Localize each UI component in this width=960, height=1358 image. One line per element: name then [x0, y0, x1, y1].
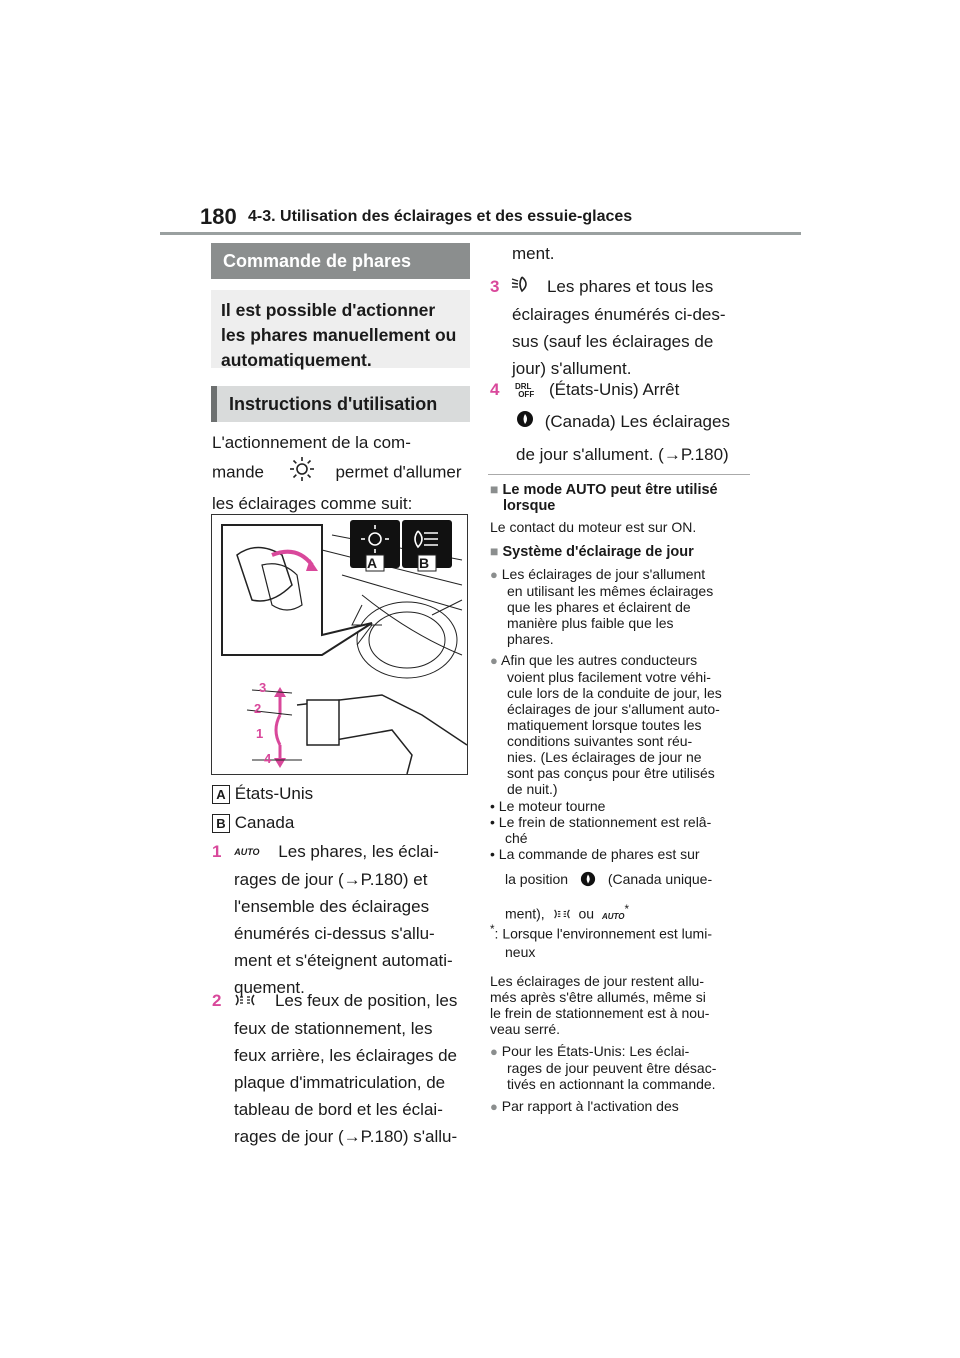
drl-text: DRL	[514, 381, 532, 391]
figure-label-a: A	[366, 555, 378, 571]
text-line: les éclairages comme suit:	[212, 494, 413, 513]
note-bullet-2	[490, 652, 758, 797]
arrow-icon: →	[343, 1127, 361, 1147]
text-line: més après s'être allumés, même si	[490, 989, 706, 1005]
text-frag: de jour s'allument. (	[516, 445, 664, 465]
item-number: 1	[212, 842, 222, 861]
text-frag: Pour les États-Unis: Les éclai-	[501, 1043, 690, 1059]
text-frag: ou	[578, 905, 595, 922]
text-line: manière plus faible que les	[507, 615, 674, 631]
position-2-label: 2	[254, 701, 262, 716]
text-line: matiquement lorsque toutes les	[507, 717, 702, 733]
text-line: de nuit.)	[507, 781, 558, 797]
note-paragraph	[490, 973, 758, 1037]
page-ref-link[interactable]: P.180) et	[360, 870, 428, 890]
page-ref-link[interactable]: P.180)	[680, 445, 729, 465]
text-frag: Système d'éclairage de jour	[502, 544, 694, 560]
chapter-title: 4-3. Utilisation des éclairages et des essuie-glaces	[248, 208, 633, 225]
text-frag: la position	[505, 871, 569, 888]
note-bullet-4	[490, 1098, 758, 1115]
bullet-icon: ●	[490, 567, 498, 582]
text-line: sus (sauf les éclairages de	[512, 332, 714, 352]
headlight-switch-figure	[211, 514, 468, 775]
text-line: ché	[505, 830, 528, 846]
position-1-label: 1	[256, 726, 264, 741]
headlight-switch-icon	[289, 456, 315, 490]
square-bullet-icon: ■	[490, 543, 499, 559]
footnote	[490, 922, 758, 960]
bullet-icon: •	[490, 814, 495, 830]
parking-light-icon	[553, 907, 571, 923]
text-line: que les phares et éclairent de	[507, 599, 691, 615]
legend-b	[212, 809, 294, 836]
text-line: en utilisant les mêmes éclairages	[507, 583, 714, 599]
note-bullet-1	[490, 566, 758, 647]
arrow-icon: →	[663, 445, 681, 465]
text-frag: Afin que les autres conducteurs	[500, 652, 698, 668]
text-frag: rages de jour (	[234, 1127, 344, 1147]
legend-text: Canada	[234, 813, 295, 832]
text-frag: (Canada) Les éclairages	[544, 412, 730, 431]
footnote-mark: *	[624, 903, 630, 916]
text-frag: permet d'allumer	[335, 462, 462, 482]
page-number: 180	[200, 204, 237, 229]
figure-drawing	[212, 515, 467, 774]
text-frag: (Canada unique-	[607, 871, 713, 888]
text-frag: (États-Unis) Arrêt	[548, 380, 680, 399]
text-line: énumérés ci-dessus s'allu-	[234, 924, 435, 944]
position-4-label: 4	[264, 751, 272, 766]
text-line: tableau de bord et les éclai-	[234, 1100, 443, 1120]
instructions-text	[212, 429, 474, 517]
label-b-box: B	[212, 814, 230, 833]
text-frag: lorsque	[503, 498, 556, 514]
text-line: sont pas conçus pour être utilisés	[507, 765, 715, 781]
auto-icon: AUTO	[234, 847, 260, 858]
text-line: éclairages énumérés ci-des-	[512, 305, 726, 325]
text-line: Les éclairages de jour restent allu-	[490, 973, 705, 989]
text-frag: Le moteur tourne	[498, 798, 606, 814]
text-line: cule lors de la conduite de jour, les	[507, 685, 722, 701]
auto-icon: AUTO	[601, 911, 625, 921]
text-frag: : Lorsque l'environnement est lumi-	[494, 925, 712, 942]
text-line: l'ensemble des éclairages	[234, 897, 430, 917]
item-4	[490, 376, 752, 468]
text-line: neux	[505, 943, 536, 960]
parking-light-icon	[234, 988, 256, 1015]
bullet-icon: ●	[490, 1099, 498, 1114]
footnote-mark: *	[490, 923, 495, 936]
text-frag: ment),	[505, 905, 545, 922]
item-number: 2	[212, 991, 222, 1010]
intro-box: Il est possible d'actionner les phares manuellement ou automatiquement.	[211, 290, 470, 368]
section-title-instructions	[211, 386, 470, 422]
notes-divider	[488, 474, 750, 475]
text-line: L'actionnement de la com-	[212, 433, 411, 452]
text-line: ment et s'éteignent automati-	[234, 951, 453, 971]
note-auto-mode-title	[490, 481, 755, 514]
page-ref-link[interactable]: P.180) s'allu-	[360, 1127, 458, 1147]
bullet-icon: ●	[490, 1044, 498, 1059]
label-a-box: A	[212, 785, 230, 804]
text-line: plaque d'immatriculation, de	[234, 1073, 446, 1093]
item-2	[212, 987, 474, 1150]
text-frag: Les phares et tous les	[546, 277, 714, 296]
drl-off-icon	[512, 383, 534, 399]
note-drl-title	[490, 543, 755, 560]
text-frag: Le frein de stationnement est relâ-	[498, 814, 712, 830]
off-text: OFF	[518, 389, 535, 399]
text-line: le frein de stationnement est à nou-	[490, 1005, 710, 1021]
text-line: veau serré.	[490, 1021, 561, 1037]
text-line: ment.	[512, 244, 555, 263]
square-bullet-icon: ■	[490, 481, 499, 497]
figure-label-b: B	[418, 555, 430, 571]
text-frag: Les phares, les éclai-	[278, 842, 439, 861]
drl-on-icon	[516, 409, 534, 436]
text-frag: Par rapport à l'activation des	[501, 1098, 679, 1114]
text-line: nies. (Les éclairages de jour ne	[507, 749, 702, 765]
text-frag: Les éclairages de jour s'allument	[501, 566, 706, 582]
section-title-commande	[211, 243, 470, 279]
text-line: tivés en actionnant la commande.	[507, 1076, 716, 1092]
text-frag: mande	[212, 462, 264, 482]
item-number: 4	[490, 380, 500, 399]
section-title-text: Commande de phares	[223, 250, 412, 271]
text-line: rages de jour peuvent être désac-	[507, 1060, 717, 1076]
note-text: Le contact du moteur est sur ON.	[490, 519, 697, 535]
legend-text: États-Unis	[234, 784, 314, 803]
text-line: conditions suivantes sont réu-	[507, 733, 693, 749]
item-number: 3	[490, 277, 500, 296]
text-line: feux arrière, les éclairages de	[234, 1046, 458, 1066]
section-title-text: Instructions d'utilisation	[229, 393, 438, 414]
text-line: feux de stationnement, les	[234, 1019, 433, 1039]
text-line: quement.	[234, 978, 305, 998]
bullet-icon: ●	[490, 653, 498, 668]
text-line: voient plus facilement votre véhi-	[507, 669, 711, 685]
text-frag: Les feux de position, les	[274, 991, 458, 1010]
drl-on-icon	[580, 871, 596, 890]
legend-a	[212, 780, 313, 807]
condition-list	[490, 798, 758, 925]
position-3-label: 3	[259, 680, 267, 695]
bullet-icon: •	[490, 846, 495, 862]
text-frag: Le mode AUTO peut être utilisé	[502, 482, 718, 498]
text-line	[212, 456, 474, 490]
arrow-icon: →	[343, 870, 361, 890]
headlight-icon	[510, 274, 532, 301]
bullet-icon: •	[490, 798, 495, 814]
header-rule	[160, 232, 801, 235]
item-1	[212, 838, 474, 1001]
text-frag: La commande de phares est sur	[498, 846, 700, 862]
text-frag: rages de jour (	[234, 870, 344, 890]
text-line: jour) s'allument.	[512, 359, 632, 379]
text-line: phares.	[507, 631, 554, 647]
item-3	[490, 273, 752, 382]
note-bullet-3	[490, 1043, 758, 1092]
text-line: éclairages de jour s'allument auto-	[507, 701, 720, 717]
